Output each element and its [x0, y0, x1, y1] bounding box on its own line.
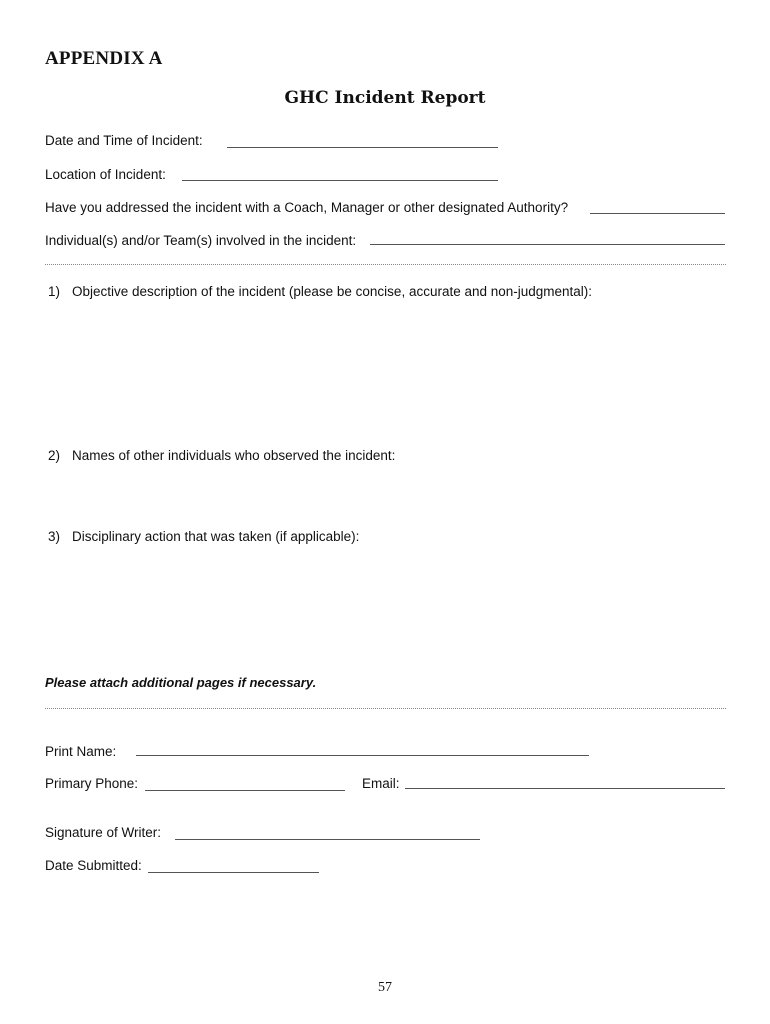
question-2 [48, 447, 395, 465]
appendix-heading: APPENDIX A [45, 48, 163, 69]
question-2-answer-area[interactable] [72, 470, 722, 525]
date-time-label: Date and Time of Incident: [45, 133, 203, 148]
question-3-text: Disciplinary action that was taken (if applicable): [72, 529, 360, 544]
location-label: Location of Incident: [45, 167, 166, 182]
print-name-label: Print Name: [45, 744, 117, 759]
email-label: Email: [362, 776, 400, 791]
print-name-field[interactable] [136, 740, 589, 756]
location-field[interactable] [182, 165, 498, 181]
section-divider [45, 264, 726, 265]
addressed-label: Have you addressed the incident with a Coach, Manager or other designated Authority? [45, 200, 569, 215]
email-field[interactable] [405, 773, 725, 789]
question-2-text: Names of other individuals who observed the incident: [72, 448, 396, 463]
question-1 [48, 283, 592, 301]
report-title: GHC Incident Report [284, 88, 486, 108]
page-number: 57 [378, 980, 392, 995]
question-3-answer-area[interactable] [72, 551, 722, 666]
attach-pages-note: Please attach additional pages if necessary. [45, 675, 317, 690]
signature-label: Signature of Writer: [45, 825, 162, 840]
addressed-field[interactable] [590, 198, 725, 214]
signoff-divider [45, 708, 726, 709]
question-3 [48, 528, 359, 546]
date-time-field[interactable] [227, 132, 498, 148]
involved-label: Individual(s) and/or Team(s) involved in the incident: [45, 233, 357, 248]
question-2-number: 2) [48, 448, 61, 463]
question-1-text: Objective description of the incident (please be concise, accurate and non-judgmental): [72, 284, 593, 299]
question-3-number: 3) [48, 529, 61, 544]
date-submitted-label: Date Submitted: [45, 858, 142, 873]
question-1-answer-area[interactable] [72, 306, 722, 441]
involved-field[interactable] [370, 229, 725, 245]
signature-field[interactable] [175, 824, 480, 840]
primary-phone-label: Primary Phone: [45, 776, 139, 791]
primary-phone-field[interactable] [145, 775, 345, 791]
date-submitted-field[interactable] [148, 857, 319, 873]
question-1-number: 1) [48, 284, 61, 299]
